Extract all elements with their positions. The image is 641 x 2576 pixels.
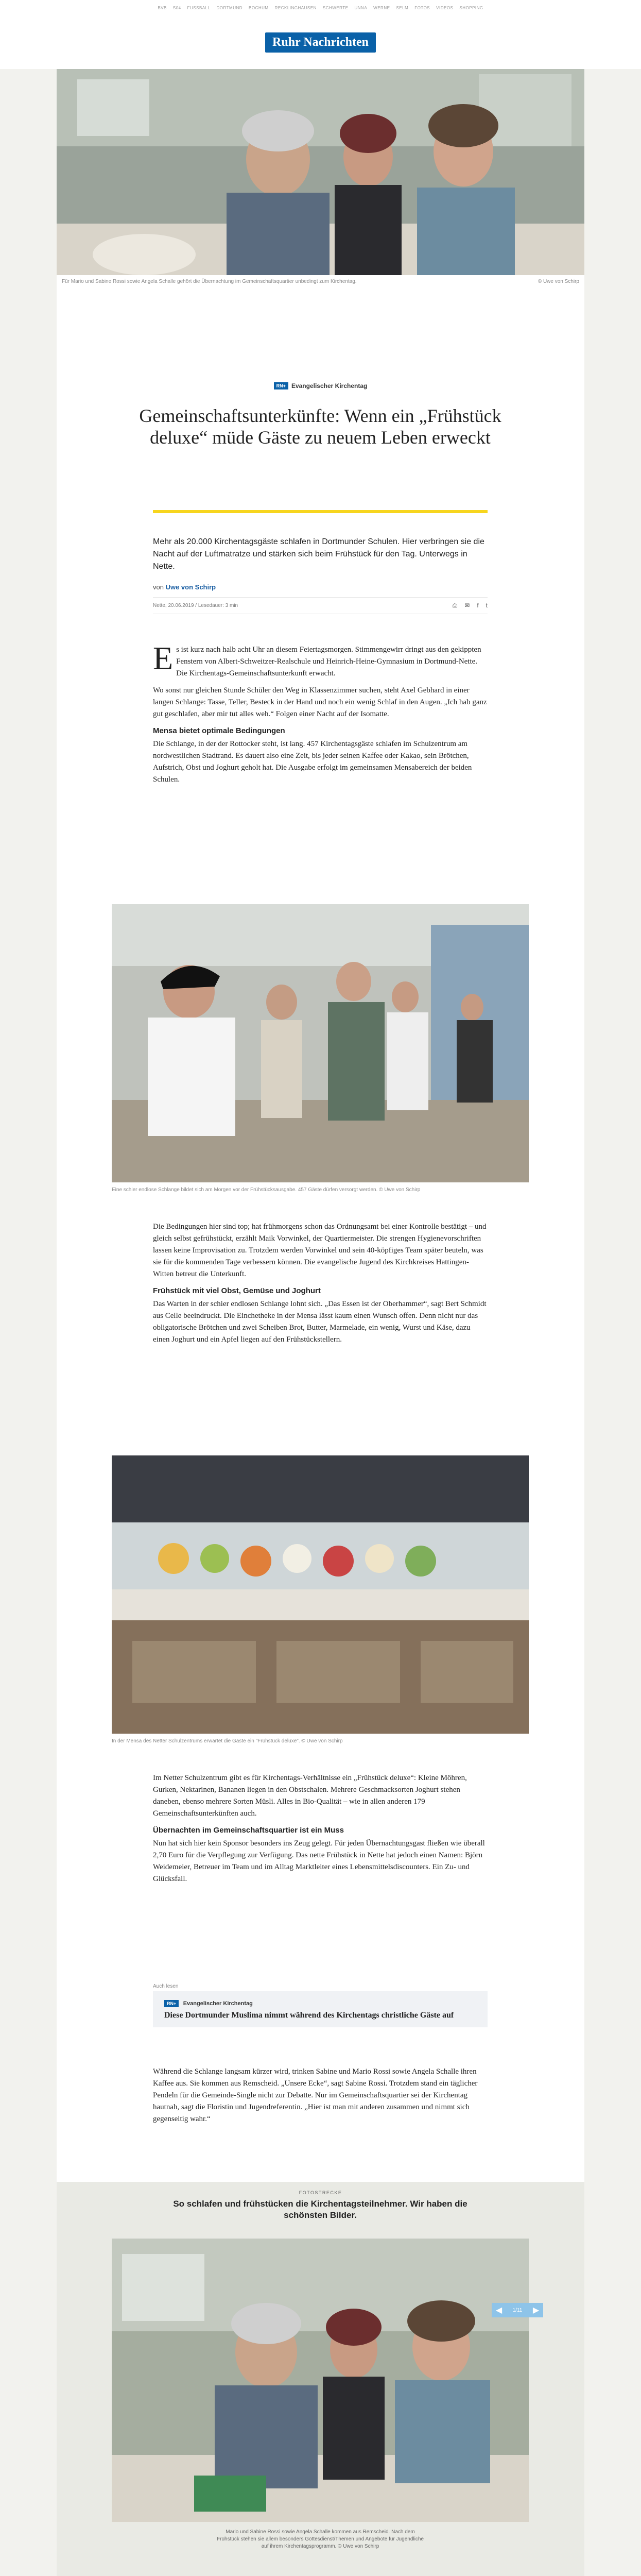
byline [153,583,488,591]
related-kicker: Evangelischer Kirchentag [183,2001,253,2007]
article-body-4 [153,2066,488,2130]
subheading: Übernachten im Gemeinschaftsquartier ist ein Muss [153,1826,344,1835]
gallery-image[interactable] [112,2239,529,2522]
nav-item[interactable]: UNNA [354,5,368,10]
plus-badge: RN+ [164,2000,179,2007]
nav-item[interactable]: FOTOS [414,5,430,10]
paragraph: Während die Schlange langsam kürzer wird, trinken Sabine und Mario Rossi sowie Angela Schalle ihren Kaffee aus. Sie kommen aus Remscheid. „Unsere Ecke“, sagt Sabine Rossi. Trotzdem stand ein täglicher Pendeln für die Gemeinde-Single nicht zur Debatte. Nur im Gemeinschaftsquartier sei der Kirchentag hautnah, sagt die Floristin und Jugendreferentin. „Hier ist man mit anderen zusammen und nimmt sich gegenseitig wahr.“ [153,2067,478,2123]
article-kicker [0,382,641,389]
image-queue [112,904,529,1193]
hero-caption-row [62,277,579,286]
meta-row [153,597,488,614]
page-title: Gemeinschaftsunterkünfte: Wenn ein „Frühstück deluxe“ müde Gäste zu neuem Leben erweckt [139,405,501,448]
article-intro [153,536,488,614]
paragraph: Wo sonst nur gleichen Stunde Schüler den Weg in Klassenzimmer suchen, steht Axel Gebhard in einer langen Schlange: Tasse, Teller, Besteck in der Hand und noch ein wenig Schlaf in den Augen. „Ich hab ganz gut geschlafen, aber mir tut alles weh.“ Folgen einer Nacht auf der Isomatte. [153,686,487,718]
gallery-nav [492,2303,543,2317]
nav-item[interactable]: SHOPPING [459,5,483,10]
related-title[interactable]: Diese Dortmunder Muslima nimmt während des Kirchentags christliche Gäste auf [164,2011,454,2020]
dropcap: E [153,640,174,676]
paragraph: Nun hat sich hier kein Sponsor besonders ins Zeug gelegt. Für jeden Übernachtungsgast fließen wie überall 2,70 Euro für die Verpflegung zur Verfügung. Das nette Frühstück in Nette hat jedoch einen Namen: Björn Weidemeier, Betreuer im Team und im Alltag Marktleiter eines Lebensmittelsdiscounters. Ein Zu- und Glücksfall. [153,1839,485,1883]
mail-icon[interactable]: ✉ [464,602,470,609]
hero-credit: © Uwe von Schirp [538,279,579,284]
paragraph-text: s ist kurz nach halb acht Uhr an diesem Feiertagsmorgen. Stimmengewirr dringt aus den gekippten Fenstern von Albert-Schweitzer-Realschule und Heinrich-Heine-Gymnasium in Dortmund-Nette. Die Kirchentags-Gemeinschaftsunterkunft erwacht. [176,646,481,677]
nav-item[interactable]: BOCHUM [249,5,269,10]
twitter-icon[interactable]: t [486,602,488,609]
article-body-1 [153,640,488,791]
image-caption: In der Mensa des Netter Schulzentrums erwartet die Gäste ein "Frühstück deluxe". © Uwe von Schirp [112,1738,343,1744]
gallery-caption: Mario und Sabine Rossi sowie Angela Schalle kommen aus Remscheid. Nach dem Frühstück stehen sie allem besonders Gottesdienst/Themen und Angebote für Jugendliche auf ihrem Kirchentagsprogramm. © Uwe von Schirp [217,2529,424,2549]
byline-author[interactable]: Uwe von Schirp [165,583,216,591]
print-icon[interactable]: ⎙ [452,602,458,609]
nav-item[interactable]: SELM [396,5,409,10]
headline-divider [153,510,488,513]
nav-item[interactable]: VIDEOS [436,5,454,10]
nav-item[interactable]: RECKLINGHAUSEN [274,5,317,10]
subheading: Frühstück mit viel Obst, Gemüse und Joghurt [153,1286,321,1295]
nav-item[interactable]: S04 [172,5,181,10]
gallery-tag: FOTOSTRECKE [299,2190,342,2195]
image-caption: Eine schier endlose Schlange bildet sich am Morgen vor der Frühstücksausgabe. 457 Gäste dürfen versorgt werden. © Uwe von Schirp [112,1187,421,1193]
related-label: Auch lesen [153,1984,179,1989]
nav-item[interactable]: DORTMUND [216,5,243,10]
site-logo[interactable]: Ruhr Nachrichten [265,32,376,53]
photo-gallery [57,2182,584,2576]
article-body-3 [153,1772,488,1890]
article-body-2 [153,1221,488,1351]
image-buffet [112,1455,529,1744]
hero-image [57,69,584,275]
plus-badge: RN+ [274,382,288,389]
brand-bar [0,15,641,69]
nav-item[interactable]: FUSSBALL [187,5,211,10]
paragraph [153,640,488,680]
arrow-left-icon[interactable]: ◀ [492,2303,506,2317]
top-nav [0,0,641,16]
related-article[interactable] [153,1984,488,2027]
share-bar [453,602,488,609]
paragraph: Die Schlange, in der der Rottocker steht, ist lang. 457 Kirchentagsgäste schlafen im Schulzentrum am nordwestlichen Stadtrand. Es dauert also eine Zeit, bis jeder seinen Kaffee oder Kakao, sein Brötchen, Aufstrich, Obst und Joghurt geholt hat. Die Ausgabe erfolgt im gemeinsamen Mensabereich der beiden Schulen. [153,740,472,784]
gallery-title: So schlafen und frühstücken die Kirchentagsteilnehmer. Wir haben die schönsten Bilder. [173,2199,467,2220]
subheading: Mensa bietet optimale Bedingungen [153,726,285,735]
byline-prefix: von [153,583,164,591]
gallery-counter: 1/11 [506,2303,529,2317]
hero-caption: Für Mario und Sabine Rossi sowie Angela Schalle gehört die Übernachtung im Gemeinschaftsquartier unbedingt zum Kirchentag. [62,279,357,284]
arrow-right-icon[interactable]: ▶ [529,2303,543,2317]
nav-item[interactable]: BVB [158,5,167,10]
facebook-icon[interactable]: f [477,602,479,609]
article-meta: Nette, 20.06.2019 / Lesedauer: 3 min [153,603,238,608]
paragraph: Im Netter Schulzentrum gibt es für Kirchentags-Verhältnisse ein „Frühstück deluxe“: Kleine Möhren, Gurken, Nektarinen, Bananen liegen in den Obstschalen. Mehrere Geschmacksorten Joghurt stehen daneben, ebenso mehrere Sorten Müsli. Alles in Bio-Qualität – wie in allen anderen 179 Gemeinschaftsunterkünften auch. [153,1774,467,1818]
nav-item[interactable]: WERNE [373,5,390,10]
nav-item[interactable]: SCHWERTE [322,5,349,10]
kicker-label[interactable]: Evangelischer Kirchentag [291,382,368,389]
related-box[interactable] [153,1991,488,2027]
paragraph: Das Warten in der schier endlosen Schlange lohnt sich. „Das Essen ist der Oberhammer“, sagt Bert Schmidt aus Celle beeindruckt. Die Einchetheke in der Mensa lässt kaum einen Wunsch offen. Denn nicht nur das obligatorische Brötchen und zwei Scheiben Brot, Butter, Marmelade, ein wenig, Wurst und Käse, dazu einen Joghurt und ein Apfel liegen auf den Frühstückstellern. [153,1300,487,1344]
paragraph: Die Bedingungen hier sind top; hat frühmorgens schon das Ordnungsamt bei einer Kontrolle bestätigt – und gleich selbst gefrühstückt, erzählt Maik Vorwinkel, der Quartiermeister. Die strengen Hygienevorschriften lassen keine Improvisation zu. Trotzdem werden Vorwinkel und sein 40-köpfiges Team später beuteln, was sie für die kommenden Tage verbessern können. Die evangelische Jugend des Kirchkreises Hattingen-Witten betreut die Unterkunft. [153,1223,487,1278]
article-teaser: Mehr als 20.000 Kirchentagsgäste schlafen in Dortmunder Schulen. Hier verbringen sie die Nacht auf der Luftmatratze und stärken sich beim Frühstück für den Tag. Unterwegs in Nette. [153,537,484,571]
